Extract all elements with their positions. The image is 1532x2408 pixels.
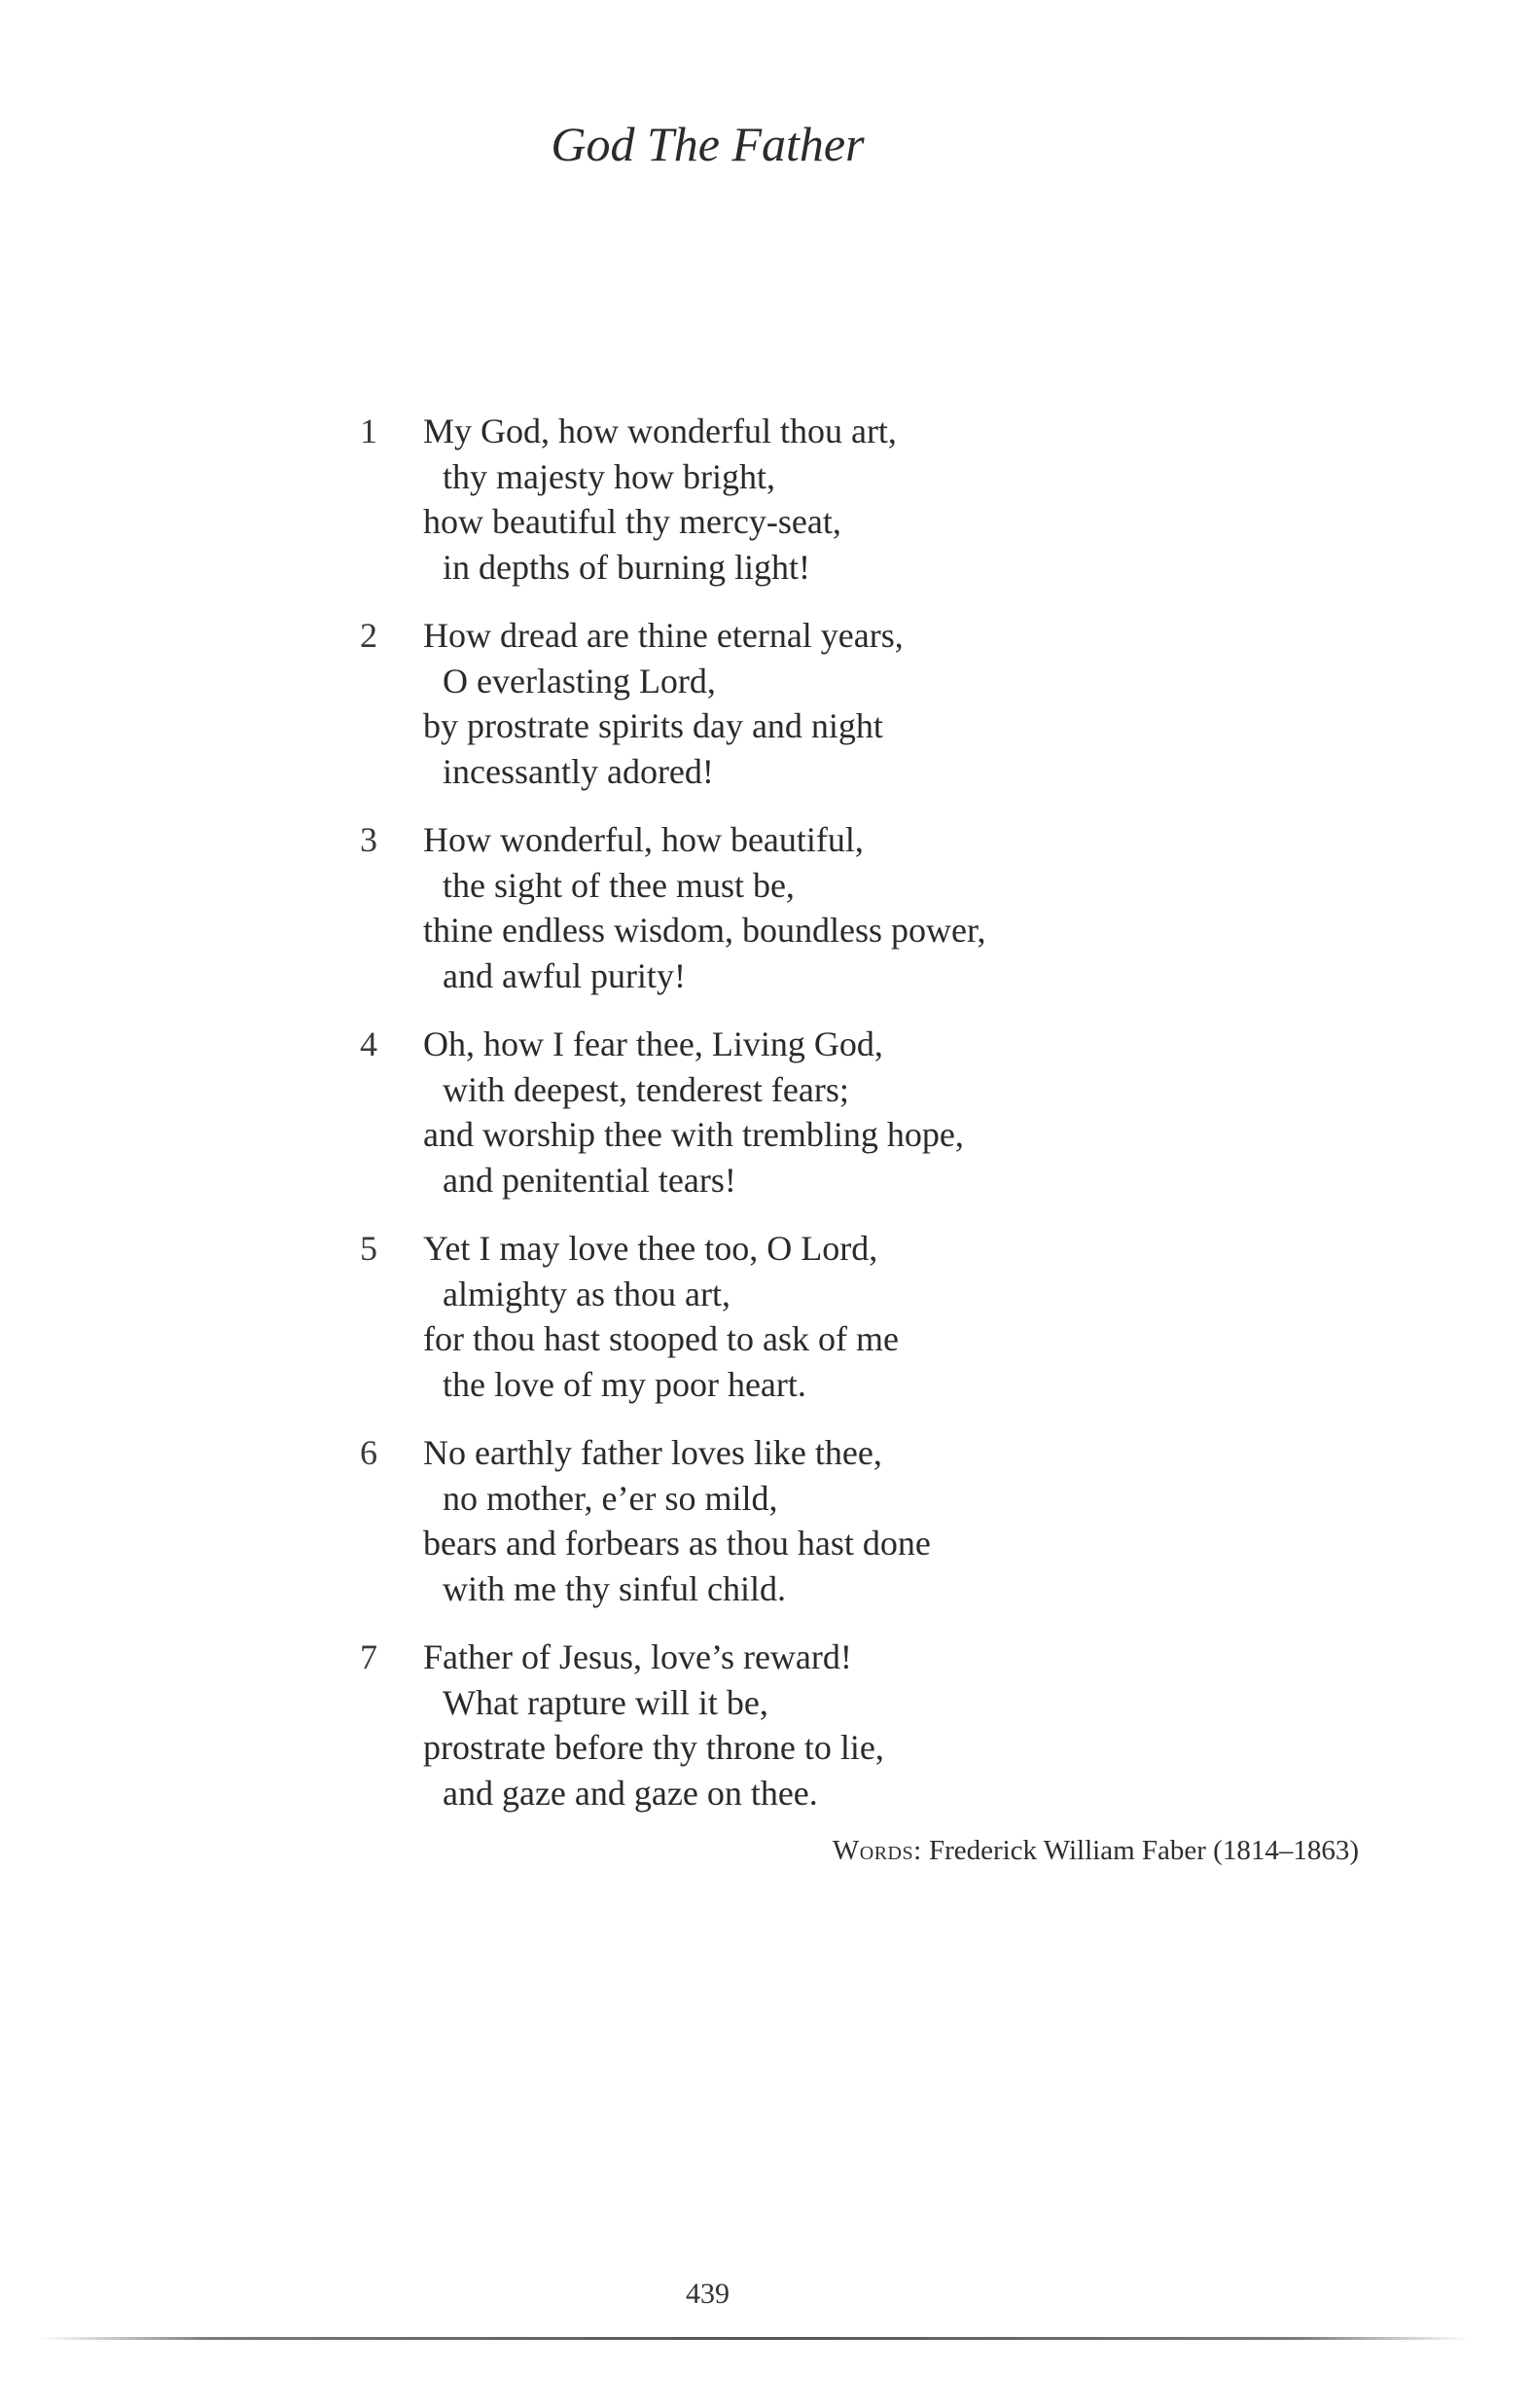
verse-number: 3 (360, 820, 377, 859)
verse-2 (360, 613, 1333, 794)
verse-line: O everlasting Lord, (443, 661, 716, 701)
verse-line: incessantly adored! (443, 751, 714, 791)
verse-number: 5 (360, 1229, 377, 1268)
verse-line: and gaze and gaze on thee. (443, 1773, 818, 1813)
verse-5 (360, 1226, 1333, 1407)
verse-4 (360, 1022, 1333, 1203)
verse-line: the sight of thee must be, (443, 865, 795, 905)
verse-line: with deepest, tenderest fears; (443, 1069, 849, 1109)
page-title: God The Father (551, 117, 865, 171)
verse-line: bears and forbears as thou hast done (423, 1524, 931, 1563)
attribution-label: Words: (832, 1835, 922, 1866)
verse-line: Oh, how I fear thee, Living God, (423, 1024, 883, 1063)
verse-line: How dread are thine eternal years, (423, 616, 904, 655)
verse-number: 1 (360, 412, 377, 450)
verse-1 (360, 409, 1333, 590)
verse-line: no mother, e’er so mild, (443, 1478, 778, 1518)
verse-line: by prostrate spirits day and night (423, 706, 883, 745)
verse-7 (360, 1635, 1333, 1815)
verse-line: how beautiful thy mercy-seat, (423, 502, 841, 541)
attribution-author: Frederick William Faber (1814–1863) (928, 1835, 1359, 1866)
attribution (833, 1831, 1359, 1870)
verse-line: in depths of burning light! (443, 547, 810, 587)
verse-line: almighty as thou art, (443, 1274, 730, 1313)
verse-line: prostrate before thy throne to lie, (423, 1728, 884, 1767)
verse-3 (360, 817, 1333, 998)
verse-line: What rapture will it be, (443, 1682, 768, 1722)
verse-line: and awful purity! (443, 955, 686, 995)
verse-line: No earthly father loves like thee, (423, 1433, 882, 1472)
verse-number: 2 (360, 616, 377, 655)
bottom-rule (39, 2337, 1469, 2340)
verse-line: thy majesty how bright, (443, 456, 775, 496)
verse-line: thine endless wisdom, boundless power, (423, 911, 986, 950)
verse-line: the love of my poor heart. (443, 1364, 806, 1404)
verse-line: and worship thee with trembling hope, (423, 1115, 964, 1154)
page-number: 439 (686, 2278, 730, 2310)
verse-line: with me thy sinful child. (443, 1568, 786, 1608)
verse-line: Yet I may love thee too, O Lord, (423, 1229, 878, 1268)
verse-line: How wonderful, how beautiful, (423, 820, 864, 859)
hymn-text (360, 409, 1333, 1839)
verse-number: 7 (360, 1637, 377, 1676)
verse-number: 6 (360, 1433, 377, 1472)
verse-line: My God, how wonderful thou art, (423, 412, 897, 450)
verse-line: for thou hast stooped to ask of me (423, 1319, 899, 1358)
verse-line: and penitential tears! (443, 1160, 736, 1200)
verse-line: Father of Jesus, love’s reward! (423, 1637, 852, 1676)
verse-number: 4 (360, 1024, 377, 1063)
verse-6 (360, 1430, 1333, 1611)
